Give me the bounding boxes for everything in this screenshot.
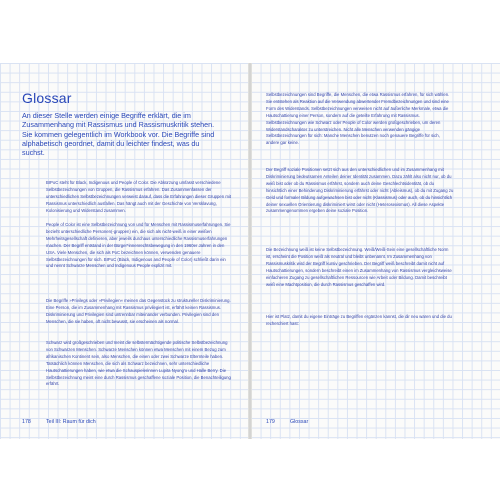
running-head-right: Glossar	[290, 419, 309, 425]
page-number-right: 179	[266, 419, 275, 425]
notes-prompt: Hier ist Platz, damit du eigene Einträge zu Begriffen ergänzen kannst, die dir neu waren und die du recherchiert hast:	[266, 314, 452, 326]
glossary-entry-people-of-color: People of Color ist eine Selbstbezeichnung von und für Menschen mit Rassismuserfahrungen. Sie bezieht unterschiedliche Personen(-gruppen) ein, die sich als nicht-weiß in einer weißen Mehrheitsgesellschaft definieren, aber jeweils durchaus unterschiedliche Rassismuserfahrungen machen. Der Begriff entstand in der Bürger*innenrechtsbewegung in den 1960er Jahren in den USA. Viele Menschen, die sich als PoC bezeichnen können, verwenden genauere Selbstbezeichnungen für sich. BIPoC (Black, Indigenous and People of Color) schließt darin ein und nennt Schwarze Menschen und Indigenous People explizit mit.	[46, 222, 231, 269]
glossary-entry-schwarz: Schwarz wird großgeschrieben und meint die selbstermächtigende politische Selbstbezeichnung von Schwarzen Menschen. Schwarze Menschen können etwa Menschen mit einem Bezug zum afrikanischen Kontinent sein, also Menschen, die einen oder zwei Schwarze Elternteile haben. Tatsächlich können Menschen, die sich als Schwarz bezeichnen, sehr unterschiedliche Hautschattierungen haben, wie etwa die Schauspielerinnen Lupita Nyong'o und Halle Berry. Die Selbstbezeichnung meint eine durch Rassismus geschaffene soziale Position, die Benachteiligung erfährt.	[46, 340, 231, 387]
intro-paragraph: An dieser Stelle werden einige Begriffe erklärt, die im Zusammenhang mit Rassismus und Rassismuskritik stehen. Sie kommen gelegentlich im Workbook vor. Die Begriffe sind alphabetisch geordnet, damit du leichter findest, was du suchst.	[22, 111, 215, 158]
page-title: Glossar	[22, 90, 72, 106]
glossary-entry-weiss: Die Bezeichnung weiß ist keine Selbstbezeichnung. Weiß/Weiß-Sein eine gesellschaftliche Norm ist, erscheint die Position weiß als neutral und bleibt unbenannt. Im Zusammenhang von Rassismuskritik wird der Begriff kursiv geschrieben. Der Begriff weiß beschreibt damit nicht auf Hautschattierungen, sondern beschreibt einen im Zusammenhang von Rassismus vergleichsweise einfacheren Zugang zu gesellschaftlichen Ressourcen wie Arbeit oder Bildung. Damit beschreibt weiß eine Machtposition, die durch Rassismus geschaffen wird.	[266, 247, 452, 287]
glossary-entry-soziale-positionen: Der Begriff soziale Positionen setzt sich aus den unterschiedlichen und im Zusammenhang mit Diskriminierung bedeutsamen Anteilen deiner Identität zusammen. Dazu zählt also nicht nur, ob du weiß bist oder ob du Rassismus erfährst, sondern auch deine Geschlechtsidentität, ob du hinsichtlich einer Behinderung Diskriminierung erfährst oder nicht (Ableismus), ob du mit Zugang zu Geld und formaler Bildung aufgewachsen bist oder nicht (Klassismus) oder auch, ob du hinsichtlich deiner sexuellen Orientierung diskriminiert wirst oder nicht (Heterosexismus). All diese Aspekte zusammengenommen ergeben deine soziale Position.	[266, 167, 454, 214]
running-head-left: Teil III: Raum für dich	[46, 419, 96, 425]
glossary-entry-selbstbezeichnungen: Selbstbezeichnungen sind Begriffe, die Menschen, die etwa Rassismus erfahren, für sich wählen. Sie entstehen als Reaktion auf die Verwendung abwertender Fremdbezeichnungen und sind eine Form des Widerstands. Selbstbezeichnungen verweisen nicht auf äußerliche Merkmale, etwa die Hautschattierung einer Person, sondern auf die geteilte Erfahrung mit Rassismus. Selbstbezeichnungen wie Schwarz oder People of Color werden großgeschrieben, um deren Widerstandscharakter zu unterstreichen. Nicht alle Menschen verwenden gängige Selbstbezeichnungen für sich: Manche Menschen benutzen noch genauere Begriffe für sich, andere gar keine.	[266, 92, 450, 146]
page-number-left: 178	[22, 419, 31, 425]
glossary-entry-privilegien: Die Begriffe »Privilegs oder »Privilegien« meinen das Gegenstück zu struktureller Diskriminierung. Eine Person, die im Zusammenhang mit Rassismus privilegiert ist, erfährt keinen Rassismus. Diskriminierung und Privilegien sind untrennbar miteinander verbunden. Privilegien sind den Menschen, die sie haben, oft nicht bewusst, sie erscheinen als normal.	[46, 298, 231, 324]
book-gutter	[248, 63, 252, 439]
glossary-entry-bipoc: BIPoC steht für Black, Indigenous und People of Color. Die Abkürzung umfasst verschiedene Selbstbezeichnungen von Gruppen, die Rassismus erfahren. Das Zusammenfassen der unterschiedlichen Selbstbezeichnungen verweist darauf, dass die Erfahrungen dieser Gruppen mit Rassismus unterschiedlich ausfallen. Das hängt auch mit der Geschichte von Versklavung, Kolonisierung und Widerstand zusammen.	[46, 180, 231, 213]
